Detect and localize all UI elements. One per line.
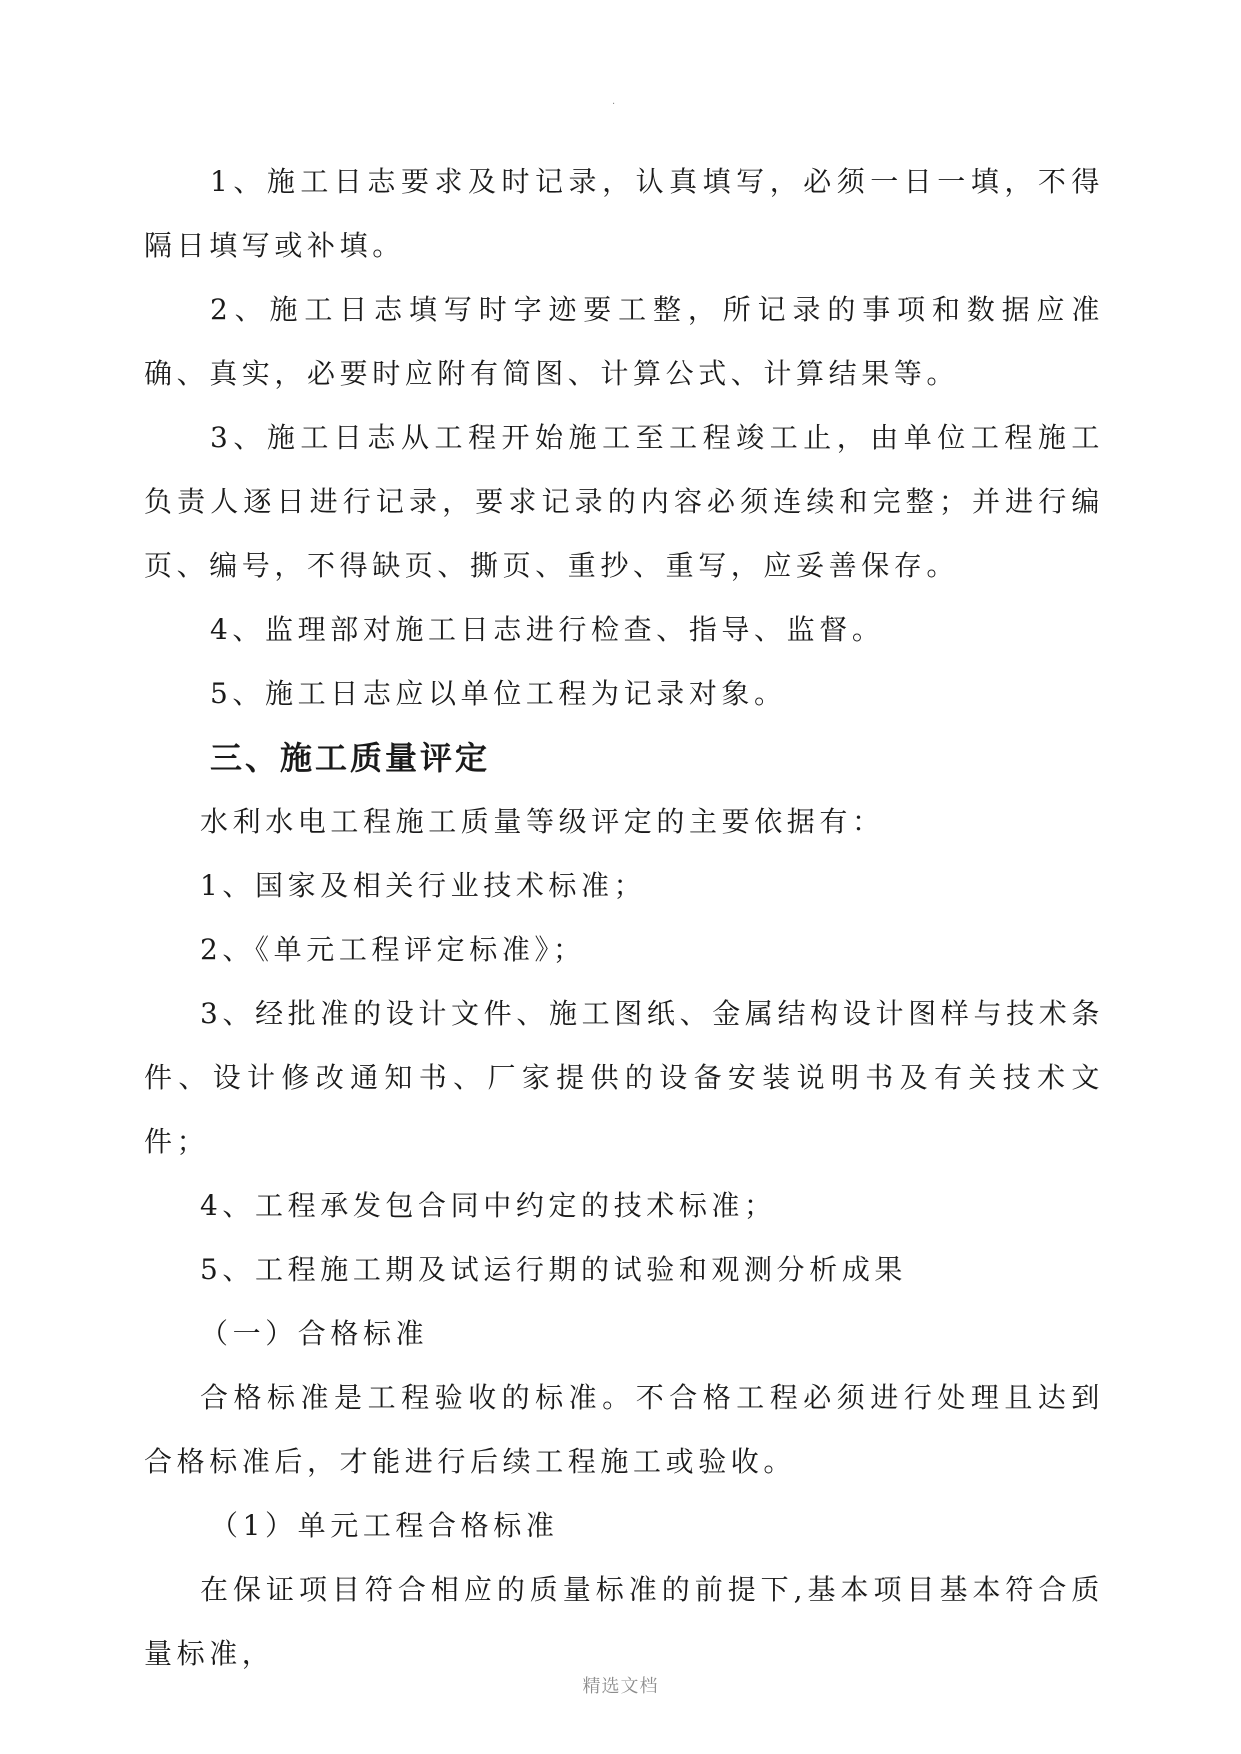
paragraph-log-rule-1: 1、施工日志要求及时记录，认真填写，必须一日一填，不得隔日填写或补填。 bbox=[144, 165, 1104, 262]
paragraph-log-rule-3: 3、施工日志从工程开始施工至工程竣工止，由单位工程施工负责人逐日进行记录，要求记录的内容必须连续和完整；并进行编页、编号，不得缺页、撕页、重抄、重写，应妥善保存。 bbox=[144, 421, 1104, 582]
subheading-unit-qualified-standard: （1）单元工程合格标准 bbox=[210, 1509, 559, 1542]
paragraph-log-rule-5: 5、施工日志应以单位工程为记录对象。 bbox=[210, 677, 787, 710]
subheading-qualified-standard: （一）合格标准 bbox=[200, 1317, 429, 1350]
section-heading-quality-evaluation: 三、施工质量评定 bbox=[210, 739, 491, 777]
document-body bbox=[144, 150, 1104, 1686]
paragraph-qualified-standard: 合格标准是工程验收的标准。不合格工程必须进行处理且达到合格标准后，才能进行后续工程施工或验收。 bbox=[144, 1381, 1104, 1478]
paragraph-log-rule-4: 4、监理部对施工日志进行检查、指导、监督。 bbox=[210, 613, 885, 646]
header-mark: . bbox=[612, 96, 616, 107]
paragraph-basis-5: 5、工程施工期及试运行期的试验和观测分析成果 bbox=[200, 1253, 908, 1286]
paragraph-basis-4: 4、工程承发包合同中约定的技术标准； bbox=[200, 1189, 777, 1222]
paragraph-log-rule-2: 2、施工日志填写时字迹要工整，所记录的事项和数据应准确、真实，必要时应附有简图、计算公式、计算结果等。 bbox=[144, 293, 1104, 390]
page-footer: 精选文档 bbox=[582, 1676, 659, 1697]
paragraph-unit-qualified-standard: 在保证项目符合相应的质量标准的前提下,基本项目基本符合质量标准， bbox=[144, 1573, 1104, 1670]
paragraph-basis-2: 2、《单元工程评定标准》； bbox=[200, 933, 586, 966]
paragraph-evaluation-intro: 水利水电工程施工质量等级评定的主要依据有： bbox=[200, 805, 885, 838]
paragraph-basis-3: 3、经批准的设计文件、施工图纸、金属结构设计图样与技术条件、设计修改通知书、厂家提供的设备安装说明书及有关技术文件； bbox=[144, 997, 1104, 1158]
paragraph-basis-1: 1、国家及相关行业技术标准； bbox=[200, 869, 647, 902]
